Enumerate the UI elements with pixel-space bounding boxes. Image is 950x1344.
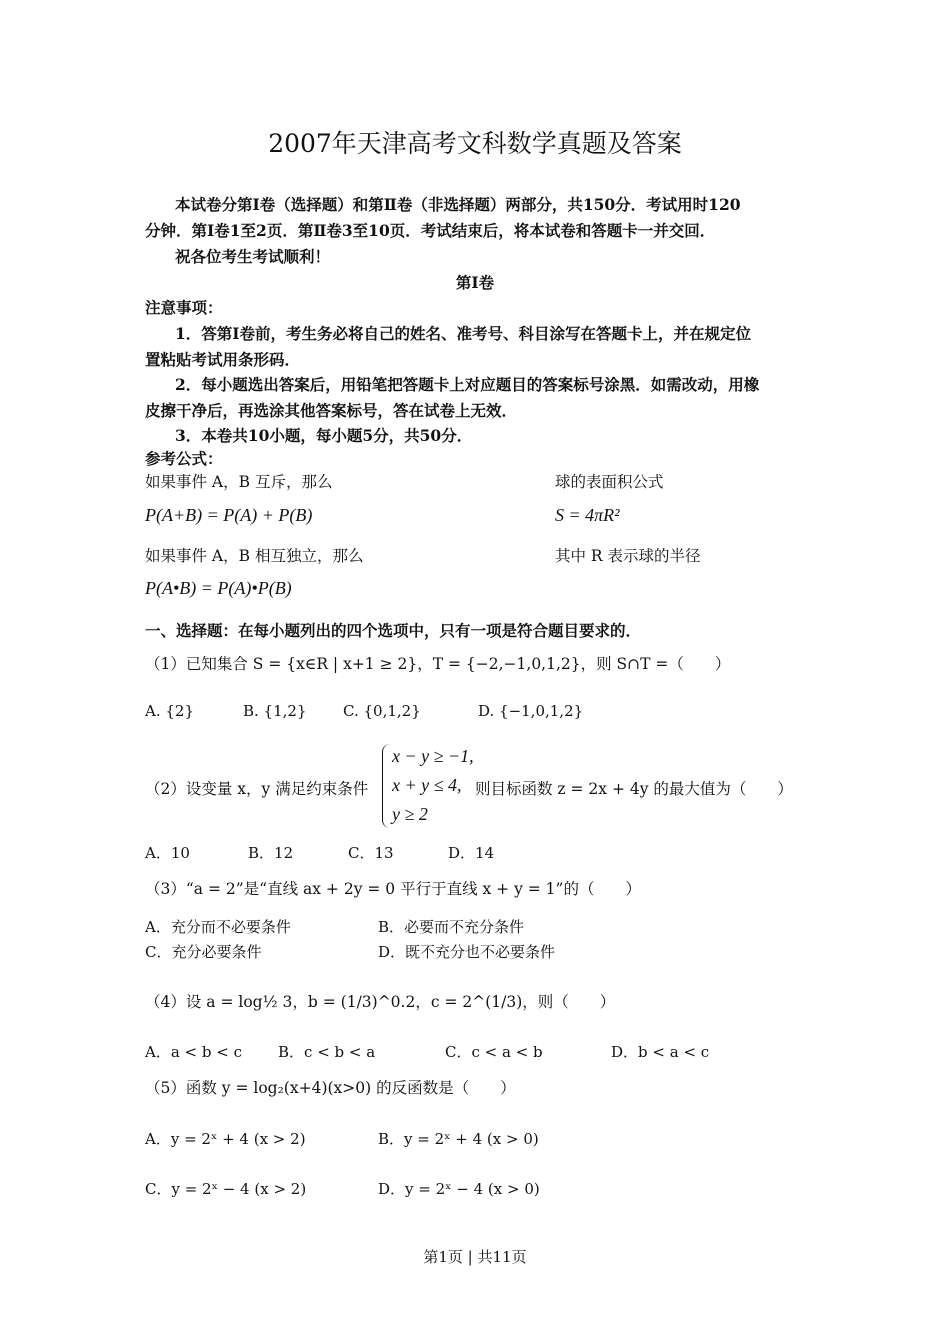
formula-text-left-2: 如果事件 A，B 相互独立，那么 (145, 547, 364, 565)
q2-option-a: A．10 (145, 844, 190, 862)
q5-stem: （5）函数 y = log₂(x+4)(x>0) 的反函数是（ ） (145, 1079, 516, 1097)
formula-independent: P(A•B) = P(A)•P(B) (145, 578, 292, 598)
q3-stem: （3）“a = 2”是“直线 ax + 2y = 0 平行于直线 x + y = 1”的（ ） (145, 880, 641, 898)
q3-option-d: D．既不充分也不必要条件 (378, 943, 556, 961)
q2-option-d: D．14 (448, 844, 495, 862)
q5-option-c: C．y = 2ˣ − 4 (x > 2) (145, 1180, 307, 1198)
intro-line-1: 本试卷分第Ⅰ卷（选择题）和第Ⅱ卷（非选择题）两部分，共150分．考试用时120 (175, 195, 741, 214)
page-title: 2007年天津高考文科数学真题及答案 (268, 129, 682, 158)
q1-option-a: A. {2} (145, 702, 194, 720)
q2-stem-left: （2）设变量 x，y 满足约束条件 (145, 780, 369, 798)
q5-option-d: D．y = 2ˣ − 4 (x > 0) (378, 1180, 540, 1198)
page-footer: 第1页 | 共11页 (423, 1248, 527, 1266)
q2-constraint-2: x + y ≤ 4, (392, 775, 462, 795)
intro-line-3: 祝各位考生考试顺利！ (175, 247, 331, 266)
q4-option-d: D．b < a < c (611, 1043, 710, 1061)
q1-option-d: D. {−1,0,1,2} (478, 702, 584, 720)
q5-option-b: B．y = 2ˣ + 4 (x > 0) (378, 1130, 539, 1148)
part1-heading: 一、选择题：在每小题列出的四个选项中，只有一项是符合题目要求的． (145, 621, 642, 640)
section-title: 第Ⅰ卷 (455, 273, 495, 292)
formulas-heading: 参考公式： (145, 449, 223, 468)
q3-option-b: B．必要而不充分条件 (378, 918, 525, 936)
notes-heading: 注意事项： (145, 298, 223, 317)
note-2b: 皮擦干净后，再选涂其他答案标号，答在试卷上无效． (145, 401, 518, 420)
formula-text-right-1: 球的表面积公式 (555, 473, 664, 491)
q1-stem: （1）已知集合 S = {x∈R | x+1 ≥ 2}，T = {−2,−1,0,1,2}，则 S∩T =（ ） (145, 655, 731, 673)
q4-option-c: C．c < a < b (445, 1043, 543, 1061)
q4-option-b: B．c < b < a (278, 1043, 376, 1061)
q2-constraint-3: y ≥ 2 (392, 804, 428, 824)
q2-stem-right: 则目标函数 z = 2x + 4y 的最大值为（ ） (475, 780, 793, 798)
formula-sphere-area: S = 4πR² (555, 505, 620, 525)
formula-exclusive: P(A+B) = P(A) + P(B) (145, 505, 313, 525)
q1-option-c: C. {0,1,2} (343, 702, 421, 720)
q2-constraint-1: x − y ≥ −1, (392, 746, 474, 766)
q4-option-a: A．a < b < c (145, 1043, 242, 1061)
note-1a: 1．答第Ⅰ卷前，考生务必将自己的姓名、准考号、科目涂写在答题卡上，并在规定位 (175, 324, 752, 343)
q5-option-a: A．y = 2ˣ + 4 (x > 2) (145, 1130, 306, 1148)
formula-text-right-2: 其中 R 表示球的半径 (555, 547, 701, 565)
q3-option-c: C．充分必要条件 (145, 943, 262, 961)
q3-option-a: A．充分而不必要条件 (145, 918, 291, 936)
q1-option-b: B. {1,2} (243, 702, 307, 720)
formula-text-left-1: 如果事件 A，B 互斥，那么 (145, 473, 333, 491)
note-2a: 2．每小题选出答案后，用铅笔把答题卡上对应题目的答案标号涂黑．如需改动，用橡 (175, 375, 760, 394)
q2-option-c: C．13 (348, 844, 394, 862)
intro-line-2: 分钟．第Ⅰ卷1至2页．第Ⅱ卷3至10页．考试结束后，将本试卷和答题卡一并交回． (145, 221, 716, 240)
note-3: 3．本卷共10小题，每小题5分，共50分． (175, 426, 473, 445)
q2-option-b: B．12 (248, 844, 294, 862)
q4-stem: （4）设 a = log½ 3，b = (1/3)^0.2，c = 2^(1/3)，则（ ） (145, 993, 616, 1011)
note-1b: 置粘贴考试用条形码． (145, 350, 301, 369)
